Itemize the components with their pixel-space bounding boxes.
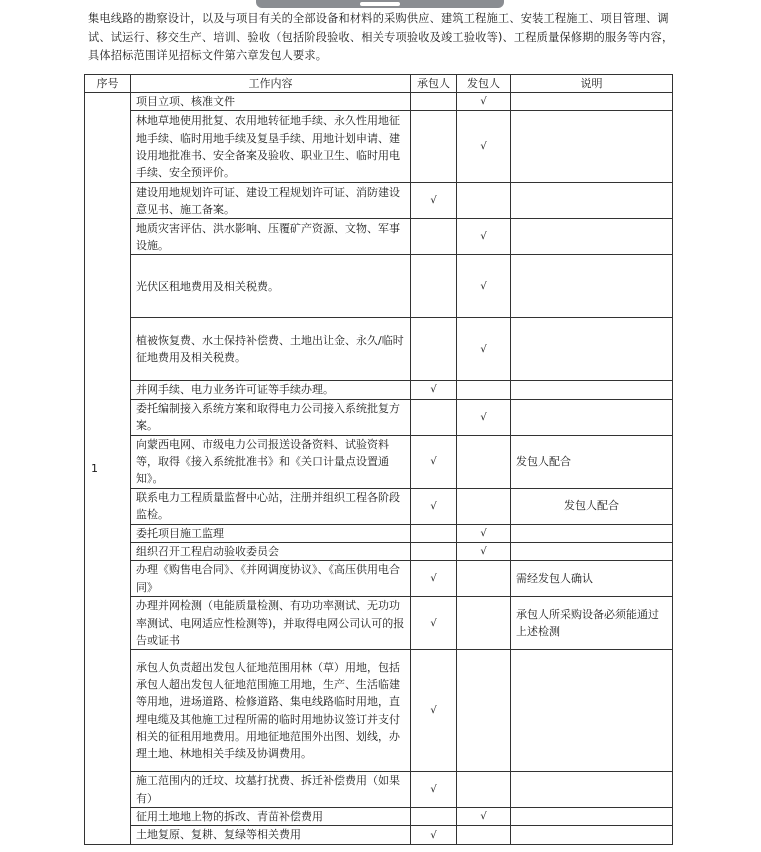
employer-mark — [457, 488, 511, 524]
note-cell — [511, 183, 673, 219]
contractor-mark: √ — [411, 597, 457, 650]
content-cell: 建设用地规划许可证、建设工程规划许可证、消防建设意见书、施工备案。 — [131, 183, 411, 219]
content-cell: 林地草地使用批复、农用地转征地手续、永久性用地征地手续、临时用地手续及复垦手续、用地计划申请、建设用地批准书、安全备案及验收、职业卫生、临时用电手续、安全预评价。 — [131, 111, 411, 183]
seq-cell: 1 — [85, 93, 131, 845]
table-row — [85, 808, 673, 826]
contractor-mark: √ — [411, 183, 457, 219]
employer-mark: √ — [457, 318, 511, 381]
table-row — [85, 183, 673, 219]
content-cell: 联系电力工程质量监督中心站，注册并组织工程各阶段监检。 — [131, 488, 411, 524]
note-cell — [511, 318, 673, 381]
employer-mark — [457, 826, 511, 844]
employer-mark — [457, 650, 511, 772]
employer-mark — [457, 183, 511, 219]
table-row — [85, 255, 673, 318]
note-cell — [511, 650, 673, 772]
table-row — [85, 318, 673, 381]
contractor-mark — [411, 111, 457, 183]
header-note: 说明 — [511, 75, 673, 93]
employer-mark — [457, 597, 511, 650]
table-row — [85, 399, 673, 435]
header-contractor: 承包人 — [411, 75, 457, 93]
contractor-mark — [411, 808, 457, 826]
note-cell — [511, 381, 673, 399]
employer-mark: √ — [457, 808, 511, 826]
contractor-mark — [411, 255, 457, 318]
content-cell: 承包人负责超出发包人征地范围用林（草）用地，包括承包人超出发包人征地范围施工用地，生产、生活临建等用地，进场道路、检修道路、集电线路临时用地，直埋电缆及其他施工过程所需的临时用地协议签订并支付相关的征租用地费用。用地征地范围外出图、划线，办理土地、林地相关手续及协调费用。 — [131, 650, 411, 772]
contractor-mark: √ — [411, 826, 457, 844]
note-cell — [511, 93, 673, 111]
content-cell: 委托编制接入系统方案和取得电力公司接入系统批复方案。 — [131, 399, 411, 435]
contractor-mark: √ — [411, 561, 457, 597]
content-cell: 并网手续、电力业务许可证等手续办理。 — [131, 381, 411, 399]
content-cell: 办理并网检测（电能质量检测、有功功率测试、无功功率测试、电网适应性检测等)，并取得电网公司认可的报告或证书 — [131, 597, 411, 650]
table-row — [85, 488, 673, 524]
content-cell: 土地复原、复耕、复绿等相关费用 — [131, 826, 411, 844]
contractor-mark — [411, 93, 457, 111]
contractor-mark: √ — [411, 435, 457, 488]
employer-mark: √ — [457, 93, 511, 111]
work-scope-table — [84, 74, 673, 845]
employer-mark — [457, 381, 511, 399]
employer-mark: √ — [457, 111, 511, 183]
note-cell — [511, 524, 673, 542]
contractor-mark: √ — [411, 488, 457, 524]
content-cell: 光伏区租地费用及相关税费。 — [131, 255, 411, 318]
employer-mark — [457, 435, 511, 488]
table-row — [85, 381, 673, 399]
content-cell: 地质灾害评估、洪水影响、压覆矿产资源、文物、军事设施。 — [131, 219, 411, 255]
contractor-mark — [411, 542, 457, 560]
contractor-mark: √ — [411, 381, 457, 399]
employer-mark — [457, 561, 511, 597]
note-cell: 发包人配合 — [511, 488, 673, 524]
content-cell: 征用土地地上物的拆改、青苗补偿费用 — [131, 808, 411, 826]
employer-mark: √ — [457, 219, 511, 255]
header-content: 工作内容 — [131, 75, 411, 93]
note-cell: 承包人所采购设备必须能通过上述检测 — [511, 597, 673, 650]
content-cell: 办理《购售电合同》、《并网调度协议》、《高压供用电合同》 — [131, 561, 411, 597]
employer-mark: √ — [457, 255, 511, 318]
tab-handle — [360, 2, 400, 6]
note-cell — [511, 826, 673, 844]
table-row — [85, 219, 673, 255]
table-row — [85, 524, 673, 542]
contractor-mark — [411, 219, 457, 255]
table-row — [85, 650, 673, 772]
table-row — [85, 111, 673, 183]
contractor-mark — [411, 524, 457, 542]
table-row — [85, 772, 673, 808]
table-row — [85, 826, 673, 844]
table-header-row — [85, 75, 673, 93]
note-cell: 需经发包人确认 — [511, 561, 673, 597]
content-cell: 植被恢复费、水土保持补偿费、土地出让金、永久/临时征地费用及相关税费。 — [131, 318, 411, 381]
note-cell — [511, 542, 673, 560]
contractor-mark — [411, 399, 457, 435]
employer-mark: √ — [457, 524, 511, 542]
note-cell — [511, 772, 673, 808]
content-cell: 项目立项、核准文件 — [131, 93, 411, 111]
viewer-top-tab[interactable] — [256, 0, 504, 8]
content-cell: 施工范围内的迁坟、坟墓打扰费、拆迁补偿费用（如果有） — [131, 772, 411, 808]
table-row — [85, 597, 673, 650]
intro-paragraph: 集电线路的勘察设计，以及与项目有关的全部设备和材料的采购供应、建筑工程施工、安装工程施工、项目管理、调试、试运行、移交生产、培训、验收（包括阶段验收、相关专项验收及竣工验收等)、工程质量保修期的服务等内容，具体招标范围详见招标文件第六章发包人要求。 — [88, 12, 674, 63]
employer-mark: √ — [457, 399, 511, 435]
note-cell — [511, 808, 673, 826]
table-row — [85, 542, 673, 560]
content-cell: 组织召开工程启动验收委员会 — [131, 542, 411, 560]
note-cell — [511, 399, 673, 435]
employer-mark: √ — [457, 542, 511, 560]
contractor-mark: √ — [411, 772, 457, 808]
content-cell: 向蒙西电网、市级电力公司报送设备资料、试验资料等，取得《接入系统批准书》和《关口计量点设置通知》。 — [131, 435, 411, 488]
header-seq: 序号 — [85, 75, 131, 93]
employer-mark — [457, 772, 511, 808]
note-cell — [511, 111, 673, 183]
contractor-mark — [411, 318, 457, 381]
note-cell: 发包人配合 — [511, 435, 673, 488]
content-cell: 委托项目施工监理 — [131, 524, 411, 542]
note-cell — [511, 255, 673, 318]
table-row — [85, 435, 673, 488]
note-cell — [511, 219, 673, 255]
header-employer: 发包人 — [457, 75, 511, 93]
table-row — [85, 561, 673, 597]
table-row — [85, 93, 673, 111]
contractor-mark: √ — [411, 650, 457, 772]
